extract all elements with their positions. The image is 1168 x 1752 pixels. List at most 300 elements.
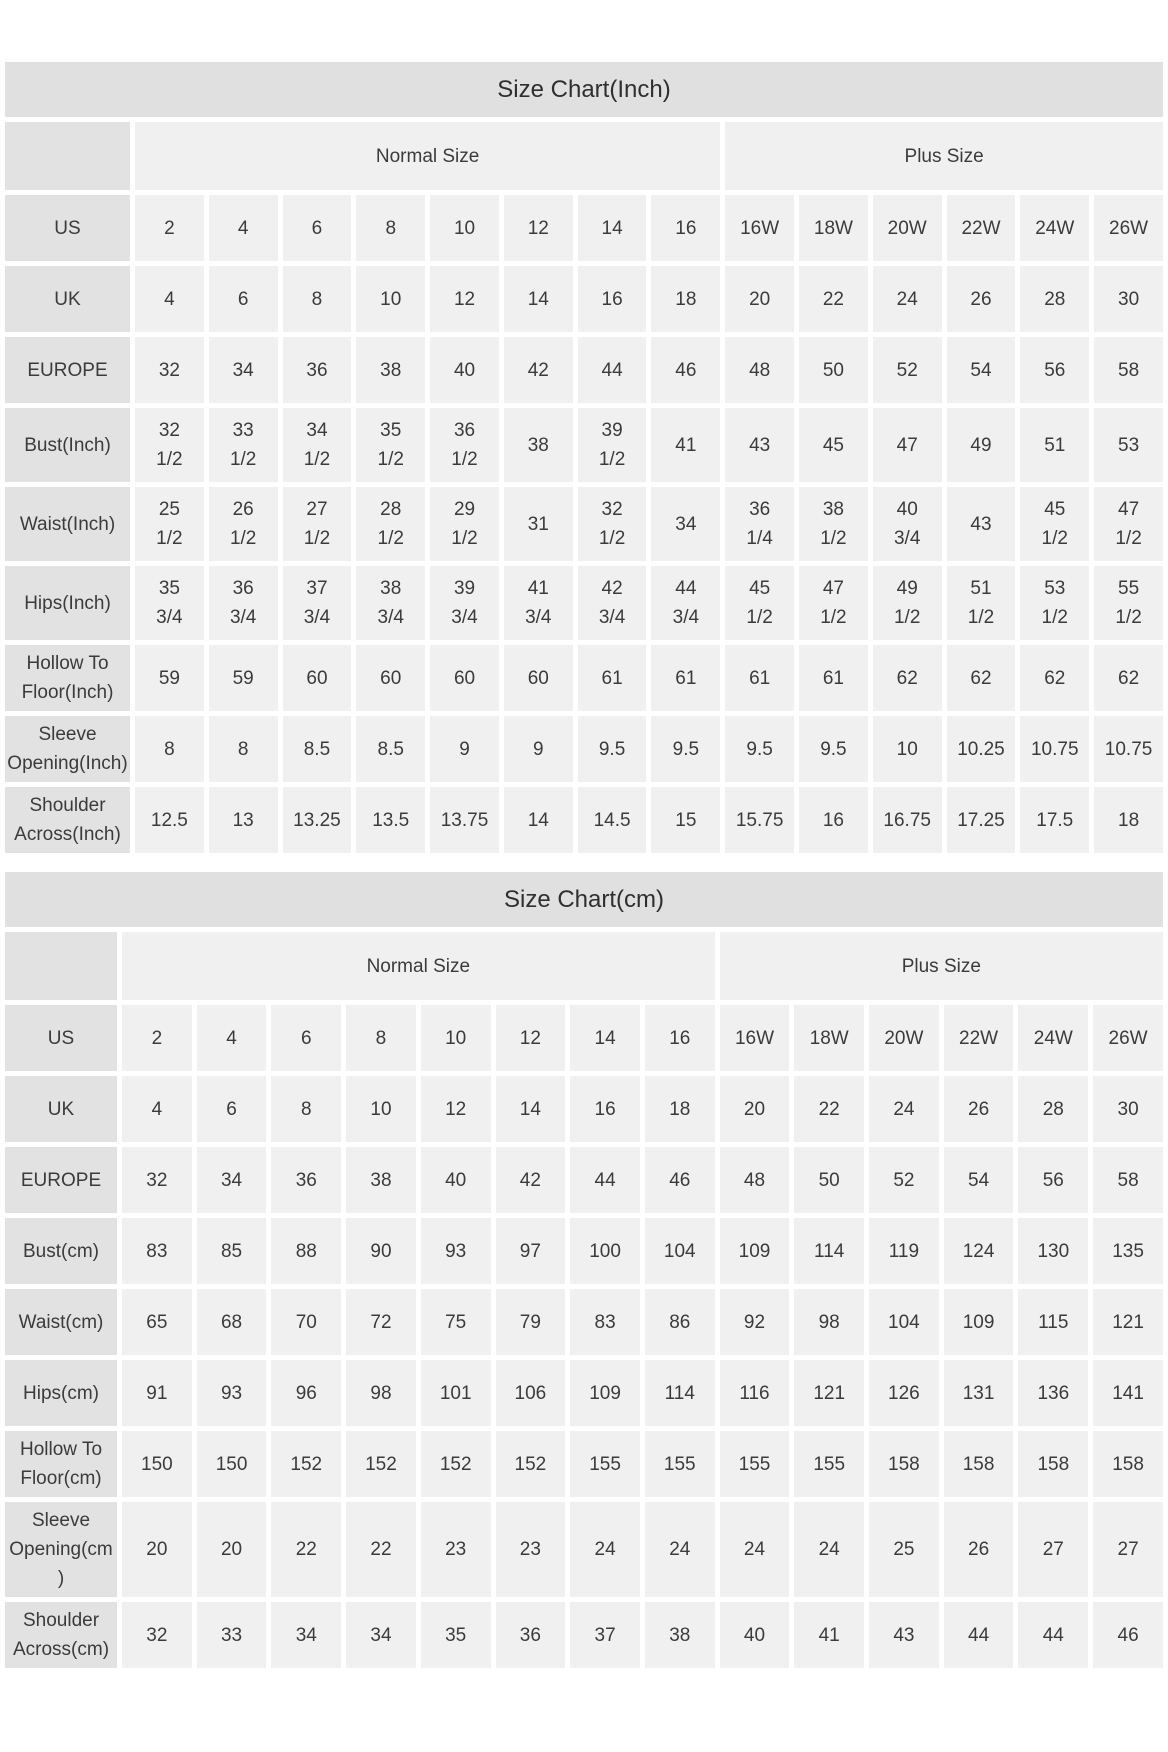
size-cell: 32 bbox=[122, 1147, 192, 1213]
size-cell: 150 bbox=[122, 1431, 192, 1497]
size-cell: 10.75 bbox=[1094, 716, 1163, 782]
size-cell: 155 bbox=[645, 1431, 715, 1497]
size-cell: 13 bbox=[209, 787, 278, 853]
size-cell: 62 bbox=[1020, 645, 1089, 711]
size-cell: 93 bbox=[197, 1360, 267, 1426]
size-cell: 35 bbox=[421, 1602, 491, 1668]
size-cell: 37 bbox=[570, 1602, 640, 1668]
row-label: Hips(cm) bbox=[5, 1360, 117, 1426]
size-chart-inch-table bbox=[0, 117, 1168, 858]
size-cell: 18 bbox=[1094, 787, 1163, 853]
size-cell: 158 bbox=[1093, 1431, 1163, 1497]
size-cell: 40 3/4 bbox=[873, 487, 942, 561]
size-cell: 60 bbox=[504, 645, 573, 711]
size-cell: 22 bbox=[794, 1076, 864, 1142]
size-cell: 26W bbox=[1093, 1005, 1163, 1071]
size-cell: 46 bbox=[645, 1147, 715, 1213]
size-cell: 24W bbox=[1020, 195, 1089, 261]
size-cell: 26 bbox=[947, 266, 1016, 332]
size-cell: 18W bbox=[794, 1005, 864, 1071]
size-cell: 32 bbox=[135, 337, 204, 403]
row-label: EUROPE bbox=[5, 1147, 117, 1213]
size-cell: 121 bbox=[794, 1360, 864, 1426]
row-label: Hollow To Floor(Inch) bbox=[5, 645, 130, 711]
size-cell: 32 1/2 bbox=[578, 487, 647, 561]
size-cell: 98 bbox=[346, 1360, 416, 1426]
size-cell: 9.5 bbox=[799, 716, 868, 782]
size-cell: 14 bbox=[570, 1005, 640, 1071]
size-cell: 28 bbox=[1020, 266, 1089, 332]
size-cell: 98 bbox=[794, 1289, 864, 1355]
size-cell: 72 bbox=[346, 1289, 416, 1355]
size-cell: 4 bbox=[135, 266, 204, 332]
size-cell: 24 bbox=[794, 1502, 864, 1597]
size-cell: 116 bbox=[720, 1360, 790, 1426]
size-cell: 48 bbox=[725, 337, 794, 403]
size-cell: 24 bbox=[570, 1502, 640, 1597]
size-cell: 27 bbox=[1093, 1502, 1163, 1597]
size-cell: 10 bbox=[356, 266, 425, 332]
size-cell: 13.25 bbox=[283, 787, 352, 853]
table-row bbox=[5, 1147, 1163, 1213]
size-cell: 83 bbox=[570, 1289, 640, 1355]
size-cell: 24 bbox=[869, 1076, 939, 1142]
size-cell: 47 1/2 bbox=[1094, 487, 1163, 561]
size-cell: 59 bbox=[135, 645, 204, 711]
row-label: EUROPE bbox=[5, 337, 130, 403]
size-chart-inch-title: Size Chart(Inch) bbox=[5, 62, 1163, 117]
size-cell: 101 bbox=[421, 1360, 491, 1426]
size-cell: 10 bbox=[430, 195, 499, 261]
size-cell: 40 bbox=[430, 337, 499, 403]
size-cell: 9.5 bbox=[578, 716, 647, 782]
size-cell: 60 bbox=[430, 645, 499, 711]
size-cell: 96 bbox=[271, 1360, 341, 1426]
size-cell: 55 1/2 bbox=[1094, 566, 1163, 640]
size-cell: 50 bbox=[799, 337, 868, 403]
size-cell: 42 bbox=[496, 1147, 566, 1213]
size-cell: 16W bbox=[725, 195, 794, 261]
size-cell: 32 bbox=[122, 1602, 192, 1668]
size-cell: 38 bbox=[504, 408, 573, 482]
size-cell: 91 bbox=[122, 1360, 192, 1426]
size-cell: 52 bbox=[873, 337, 942, 403]
size-cell: 18W bbox=[799, 195, 868, 261]
size-cell: 121 bbox=[1093, 1289, 1163, 1355]
size-cell: 4 bbox=[122, 1076, 192, 1142]
size-cell: 33 1/2 bbox=[209, 408, 278, 482]
size-cell: 100 bbox=[570, 1218, 640, 1284]
size-cell: 10.25 bbox=[947, 716, 1016, 782]
size-cell: 124 bbox=[944, 1218, 1014, 1284]
table-row bbox=[5, 1218, 1163, 1284]
size-chart-inch-section bbox=[0, 62, 1168, 858]
size-cell: 37 3/4 bbox=[283, 566, 352, 640]
size-cell: 135 bbox=[1093, 1218, 1163, 1284]
size-cell: 9.5 bbox=[725, 716, 794, 782]
size-cell: 16 bbox=[799, 787, 868, 853]
size-cell: 16W bbox=[720, 1005, 790, 1071]
size-cell: 62 bbox=[1094, 645, 1163, 711]
size-cell: 20W bbox=[869, 1005, 939, 1071]
size-cell: 79 bbox=[496, 1289, 566, 1355]
size-cell: 6 bbox=[197, 1076, 267, 1142]
size-cell: 58 bbox=[1093, 1147, 1163, 1213]
size-cell: 39 1/2 bbox=[578, 408, 647, 482]
size-cell: 34 bbox=[197, 1147, 267, 1213]
size-cell: 10 bbox=[873, 716, 942, 782]
table-row bbox=[5, 408, 1163, 482]
size-cell: 52 bbox=[869, 1147, 939, 1213]
size-cell: 20 bbox=[720, 1076, 790, 1142]
group-header-row bbox=[5, 932, 1163, 1000]
size-cell: 26 1/2 bbox=[209, 487, 278, 561]
size-cell: 36 bbox=[283, 337, 352, 403]
size-cell: 14 bbox=[578, 195, 647, 261]
size-cell: 27 bbox=[1018, 1502, 1088, 1597]
group-header-normal-size: Normal Size bbox=[135, 122, 720, 190]
table-row bbox=[5, 1502, 1163, 1597]
table-row bbox=[5, 1360, 1163, 1426]
size-cell: 83 bbox=[122, 1218, 192, 1284]
size-cell: 26 bbox=[944, 1502, 1014, 1597]
group-header-plus-size: Plus Size bbox=[725, 122, 1163, 190]
size-cell: 61 bbox=[725, 645, 794, 711]
size-cell: 23 bbox=[421, 1502, 491, 1597]
size-cell: 8 bbox=[135, 716, 204, 782]
size-cell: 20W bbox=[873, 195, 942, 261]
size-cell: 53 bbox=[1094, 408, 1163, 482]
size-cell: 38 1/2 bbox=[799, 487, 868, 561]
table-row bbox=[5, 337, 1163, 403]
size-cell: 34 bbox=[346, 1602, 416, 1668]
row-label: UK bbox=[5, 1076, 117, 1142]
row-label: Bust(cm) bbox=[5, 1218, 117, 1284]
size-cell: 39 3/4 bbox=[430, 566, 499, 640]
size-cell: 61 bbox=[578, 645, 647, 711]
size-cell: 48 bbox=[720, 1147, 790, 1213]
size-cell: 35 1/2 bbox=[356, 408, 425, 482]
row-label: Waist(Inch) bbox=[5, 487, 130, 561]
size-cell: 6 bbox=[209, 266, 278, 332]
size-cell: 54 bbox=[944, 1147, 1014, 1213]
size-cell: 155 bbox=[570, 1431, 640, 1497]
size-cell: 45 1/2 bbox=[1020, 487, 1089, 561]
table-row bbox=[5, 1289, 1163, 1355]
table-row bbox=[5, 1005, 1163, 1071]
group-header-row bbox=[5, 122, 1163, 190]
size-cell: 16 bbox=[651, 195, 720, 261]
size-cell: 25 bbox=[869, 1502, 939, 1597]
row-label: Sleeve Opening(Inch) bbox=[5, 716, 130, 782]
size-cell: 56 bbox=[1018, 1147, 1088, 1213]
size-cell: 131 bbox=[944, 1360, 1014, 1426]
size-cell: 59 bbox=[209, 645, 278, 711]
size-cell: 36 bbox=[271, 1147, 341, 1213]
size-cell: 32 1/2 bbox=[135, 408, 204, 482]
size-cell: 41 3/4 bbox=[504, 566, 573, 640]
size-cell: 24 bbox=[645, 1502, 715, 1597]
size-cell: 61 bbox=[651, 645, 720, 711]
size-cell: 50 bbox=[794, 1147, 864, 1213]
table-row bbox=[5, 1431, 1163, 1497]
size-cell: 9 bbox=[504, 716, 573, 782]
table-row bbox=[5, 1076, 1163, 1142]
size-cell: 65 bbox=[122, 1289, 192, 1355]
size-cell: 46 bbox=[1093, 1602, 1163, 1668]
size-cell: 8.5 bbox=[356, 716, 425, 782]
size-cell: 22 bbox=[271, 1502, 341, 1597]
table-row bbox=[5, 195, 1163, 261]
size-cell: 40 bbox=[720, 1602, 790, 1668]
size-cell: 40 bbox=[421, 1147, 491, 1213]
row-label: Bust(Inch) bbox=[5, 408, 130, 482]
size-cell: 14 bbox=[504, 266, 573, 332]
size-cell: 38 bbox=[645, 1602, 715, 1668]
size-cell: 56 bbox=[1020, 337, 1089, 403]
size-cell: 42 bbox=[504, 337, 573, 403]
size-cell: 158 bbox=[869, 1431, 939, 1497]
size-cell: 130 bbox=[1018, 1218, 1088, 1284]
size-cell: 152 bbox=[271, 1431, 341, 1497]
size-cell: 17.25 bbox=[947, 787, 1016, 853]
size-cell: 44 bbox=[570, 1147, 640, 1213]
size-cell: 93 bbox=[421, 1218, 491, 1284]
corner-cell bbox=[5, 932, 117, 1000]
size-cell: 8 bbox=[271, 1076, 341, 1142]
row-label: Shoulder Across(Inch) bbox=[5, 787, 130, 853]
size-cell: 22W bbox=[944, 1005, 1014, 1071]
size-cell: 90 bbox=[346, 1218, 416, 1284]
table-row bbox=[5, 487, 1163, 561]
size-cell: 150 bbox=[197, 1431, 267, 1497]
size-cell: 38 3/4 bbox=[356, 566, 425, 640]
size-cell: 34 bbox=[209, 337, 278, 403]
size-cell: 35 3/4 bbox=[135, 566, 204, 640]
row-label: UK bbox=[5, 266, 130, 332]
size-cell: 15 bbox=[651, 787, 720, 853]
size-cell: 51 bbox=[1020, 408, 1089, 482]
size-cell: 2 bbox=[122, 1005, 192, 1071]
size-chart-cm-title: Size Chart(cm) bbox=[5, 872, 1163, 927]
corner-cell bbox=[5, 122, 130, 190]
size-cell: 62 bbox=[947, 645, 1016, 711]
size-cell: 18 bbox=[651, 266, 720, 332]
size-cell: 33 bbox=[197, 1602, 267, 1668]
size-cell: 12 bbox=[496, 1005, 566, 1071]
size-cell: 9 bbox=[430, 716, 499, 782]
size-cell: 104 bbox=[645, 1218, 715, 1284]
size-cell: 126 bbox=[869, 1360, 939, 1426]
size-cell: 36 1/2 bbox=[430, 408, 499, 482]
size-cell: 70 bbox=[271, 1289, 341, 1355]
size-cell: 12 bbox=[504, 195, 573, 261]
size-cell: 34 1/2 bbox=[283, 408, 352, 482]
size-cell: 6 bbox=[283, 195, 352, 261]
size-cell: 4 bbox=[209, 195, 278, 261]
row-label: US bbox=[5, 195, 130, 261]
size-cell: 152 bbox=[346, 1431, 416, 1497]
size-cell: 8.5 bbox=[283, 716, 352, 782]
size-cell: 97 bbox=[496, 1218, 566, 1284]
size-cell: 88 bbox=[271, 1218, 341, 1284]
size-cell: 152 bbox=[496, 1431, 566, 1497]
size-cell: 24 bbox=[720, 1502, 790, 1597]
size-cell: 119 bbox=[869, 1218, 939, 1284]
size-cell: 36 1/4 bbox=[725, 487, 794, 561]
size-cell: 28 1/2 bbox=[356, 487, 425, 561]
size-cell: 51 1/2 bbox=[947, 566, 1016, 640]
size-cell: 109 bbox=[570, 1360, 640, 1426]
size-cell: 13.5 bbox=[356, 787, 425, 853]
size-cell: 10 bbox=[346, 1076, 416, 1142]
size-cell: 47 1/2 bbox=[799, 566, 868, 640]
size-cell: 114 bbox=[794, 1218, 864, 1284]
size-cell: 60 bbox=[283, 645, 352, 711]
size-cell: 4 bbox=[197, 1005, 267, 1071]
size-cell: 30 bbox=[1094, 266, 1163, 332]
size-cell: 16 bbox=[645, 1005, 715, 1071]
size-cell: 92 bbox=[720, 1289, 790, 1355]
size-cell: 16 bbox=[570, 1076, 640, 1142]
size-cell: 34 bbox=[651, 487, 720, 561]
row-label: Shoulder Across(cm) bbox=[5, 1602, 117, 1668]
size-cell: 2 bbox=[135, 195, 204, 261]
size-cell: 62 bbox=[873, 645, 942, 711]
size-cell: 22W bbox=[947, 195, 1016, 261]
size-cell: 155 bbox=[720, 1431, 790, 1497]
size-cell: 41 bbox=[794, 1602, 864, 1668]
size-cell: 68 bbox=[197, 1289, 267, 1355]
size-cell: 86 bbox=[645, 1289, 715, 1355]
size-cell: 14 bbox=[504, 787, 573, 853]
size-cell: 10 bbox=[421, 1005, 491, 1071]
size-cell: 75 bbox=[421, 1289, 491, 1355]
size-cell: 41 bbox=[651, 408, 720, 482]
size-cell: 29 1/2 bbox=[430, 487, 499, 561]
size-cell: 44 bbox=[944, 1602, 1014, 1668]
row-label: Waist(cm) bbox=[5, 1289, 117, 1355]
size-chart-cm-section bbox=[0, 872, 1168, 1673]
size-cell: 85 bbox=[197, 1218, 267, 1284]
table-row bbox=[5, 566, 1163, 640]
size-cell: 9.5 bbox=[651, 716, 720, 782]
size-cell: 14 bbox=[496, 1076, 566, 1142]
size-cell: 20 bbox=[122, 1502, 192, 1597]
size-cell: 8 bbox=[283, 266, 352, 332]
size-cell: 44 bbox=[578, 337, 647, 403]
size-cell: 42 3/4 bbox=[578, 566, 647, 640]
size-cell: 45 1/2 bbox=[725, 566, 794, 640]
size-cell: 8 bbox=[356, 195, 425, 261]
table-row bbox=[5, 645, 1163, 711]
size-cell: 141 bbox=[1093, 1360, 1163, 1426]
size-cell: 44 3/4 bbox=[651, 566, 720, 640]
size-cell: 20 bbox=[725, 266, 794, 332]
size-cell: 22 bbox=[799, 266, 868, 332]
size-cell: 106 bbox=[496, 1360, 566, 1426]
size-cell: 12 bbox=[430, 266, 499, 332]
table-row bbox=[5, 787, 1163, 853]
size-cell: 53 1/2 bbox=[1020, 566, 1089, 640]
size-cell: 25 1/2 bbox=[135, 487, 204, 561]
size-cell: 43 bbox=[725, 408, 794, 482]
table-row bbox=[5, 266, 1163, 332]
size-cell: 61 bbox=[799, 645, 868, 711]
size-cell: 115 bbox=[1018, 1289, 1088, 1355]
size-cell: 104 bbox=[869, 1289, 939, 1355]
size-cell: 6 bbox=[271, 1005, 341, 1071]
size-cell: 12.5 bbox=[135, 787, 204, 853]
size-cell: 14.5 bbox=[578, 787, 647, 853]
size-cell: 60 bbox=[356, 645, 425, 711]
size-cell: 49 bbox=[947, 408, 1016, 482]
size-cell: 36 bbox=[496, 1602, 566, 1668]
size-chart-cm-table bbox=[0, 927, 1168, 1673]
size-cell: 114 bbox=[645, 1360, 715, 1426]
size-cell: 22 bbox=[346, 1502, 416, 1597]
row-label: Hollow To Floor(cm) bbox=[5, 1431, 117, 1497]
table-row bbox=[5, 716, 1163, 782]
row-label: Sleeve Opening(cm) bbox=[5, 1502, 117, 1597]
size-cell: 27 1/2 bbox=[283, 487, 352, 561]
size-cell: 136 bbox=[1018, 1360, 1088, 1426]
size-cell: 15.75 bbox=[725, 787, 794, 853]
group-header-normal-size: Normal Size bbox=[122, 932, 715, 1000]
table-row bbox=[5, 1602, 1163, 1668]
size-cell: 158 bbox=[1018, 1431, 1088, 1497]
size-cell: 13.75 bbox=[430, 787, 499, 853]
size-cell: 16 bbox=[578, 266, 647, 332]
size-cell: 36 3/4 bbox=[209, 566, 278, 640]
size-cell: 43 bbox=[947, 487, 1016, 561]
size-cell: 54 bbox=[947, 337, 1016, 403]
size-cell: 49 1/2 bbox=[873, 566, 942, 640]
size-cell: 17.5 bbox=[1020, 787, 1089, 853]
size-cell: 8 bbox=[209, 716, 278, 782]
size-cell: 24W bbox=[1018, 1005, 1088, 1071]
row-label: Hips(Inch) bbox=[5, 566, 130, 640]
size-cell: 10.75 bbox=[1020, 716, 1089, 782]
size-cell: 38 bbox=[346, 1147, 416, 1213]
size-cell: 26 bbox=[944, 1076, 1014, 1142]
size-cell: 109 bbox=[720, 1218, 790, 1284]
size-cell: 34 bbox=[271, 1602, 341, 1668]
size-cell: 12 bbox=[421, 1076, 491, 1142]
size-cell: 58 bbox=[1094, 337, 1163, 403]
size-cell: 26W bbox=[1094, 195, 1163, 261]
size-cell: 152 bbox=[421, 1431, 491, 1497]
size-cell: 23 bbox=[496, 1502, 566, 1597]
size-cell: 20 bbox=[197, 1502, 267, 1597]
size-cell: 30 bbox=[1093, 1076, 1163, 1142]
size-cell: 24 bbox=[873, 266, 942, 332]
size-cell: 46 bbox=[651, 337, 720, 403]
size-cell: 8 bbox=[346, 1005, 416, 1071]
size-cell: 44 bbox=[1018, 1602, 1088, 1668]
size-cell: 155 bbox=[794, 1431, 864, 1497]
group-header-plus-size: Plus Size bbox=[720, 932, 1163, 1000]
size-cell: 18 bbox=[645, 1076, 715, 1142]
row-label: US bbox=[5, 1005, 117, 1071]
size-cell: 38 bbox=[356, 337, 425, 403]
size-cell: 158 bbox=[944, 1431, 1014, 1497]
size-cell: 28 bbox=[1018, 1076, 1088, 1142]
size-cell: 47 bbox=[873, 408, 942, 482]
size-cell: 45 bbox=[799, 408, 868, 482]
size-cell: 16.75 bbox=[873, 787, 942, 853]
size-cell: 31 bbox=[504, 487, 573, 561]
